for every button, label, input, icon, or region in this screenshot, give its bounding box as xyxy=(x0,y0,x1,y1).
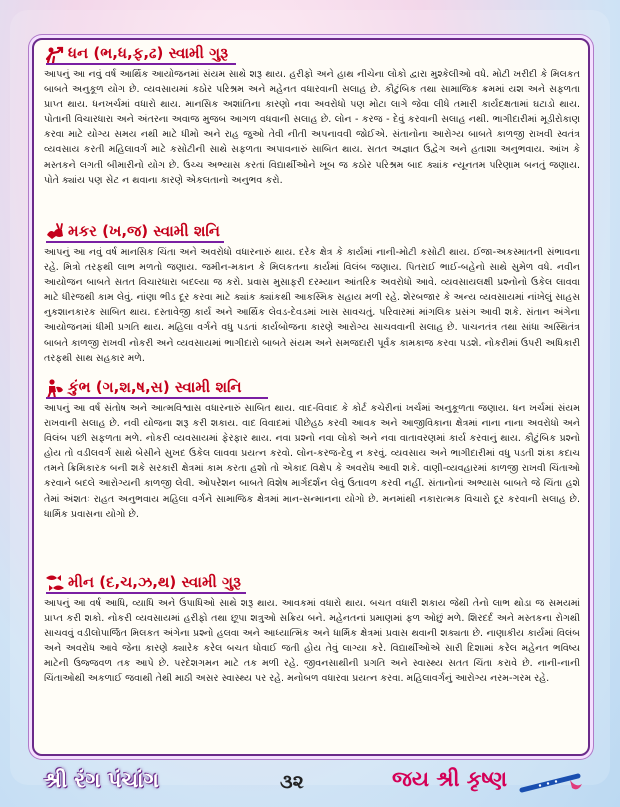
section-header xyxy=(34,377,588,399)
title-underline xyxy=(46,592,246,594)
section-title: કુંભ (ગ,શ,ષ,સ) સ્વામી શનિ xyxy=(68,378,242,396)
section-body: આપનું આ નવું વર્ષ આર્થિક આયોજનમાં સંયમ સાથે શરૂ થાય. હરીફો અને હાથ નીચેના લોકો દ્વારા મુશ્કેલીઓ વધે. મોટી ખરીદી કે મિલકત બાબતે અનુકૂળ યોગ છે. વ્યવસાયમાં કઠોર પરિશ્રમ અને મહેનત વધારવાની સલાહ છે. કૌટુંબિક તથા સામાજિક ક્રમમાં યશ અને સફળતા પ્રાપ્ત થાય. ધનખર્ચમાં વધારો થાય. માનસિક અશાંતિના કારણો નવા અવરોધો પણ મોટા લાગે જેવા લીધે તમારી કાર્યદક્ષતામાં ઘટાડો થાય. પોતાની વિચારધારા અને અંતરના અવાજ મુજબ આગળ વધવાની સલાહ છે. લોન - કરજ - દેવું કરવાની સલાહ નથી. ભાગીદારીમાં મૂડીરોકાણ કરવા માટે યોગ્ય સમય નથી માટે ધીમો અને રાહ જુઓ તેવી નીતી અપનાવવી જોઈએ. સંતાનોના આરોગ્ય બાબતે કાળજી રાખવી સ્વતંત્ર વ્યવસાય કરતી મહિલાવર્ગ માટે કસોટીની સાથે સફળતા અપાવનારું સાબિત થાય. સતત અજ્ઞાત ઉદ્વેગ અને હતાશા અનુભવાય. આંખ કે મસ્તકને લગતી બીમારીનો યોગ છે. ઉચ્ચ અભ્યાસ કરતાં વિદ્યાર્થીઓને ખૂબ જ કઠોર પરિશ્રમ બાદ ક્યાંક ન્યૂનતમ પરિણામ બનતું જણાય. પોતે ક્યાંય પણ સેટ ન થવાના કારણે એકલતાનો અનુભવ કરો. xyxy=(44,69,580,186)
horoscope-content-box xyxy=(32,38,590,756)
horoscope-section-meen xyxy=(34,572,588,687)
section-body: આપનું આ વર્ષ સંતોષ અને આત્મવિશ્વાસ વધારનારું સાબિત થાય. વાદ-વિવાદ કે કોર્ટ કચેરીનાં ખર્ચમાં અનુકૂળતા જણાય. ધન ખર્ચમાં સંયમ રાખવાની સલાહ છે. નવી યોજના શરૂ કરી શકાય. વાદ વિવાદમાં પીછેહઠ કરવી આવક અને આજીવિકાના ક્ષેત્રમાં નાના નાના અવરોધો અને વિલંબ પછી સફળતા મળે. નોકરી વ્યવસાયમાં ફેરફાર થાય. નવા પ્રશ્નો નવા લોકો અને નવા વાતાવરણમાં કાર્ય કરવાનું થાય. કૌટુંબિક પ્રશ્નો હોય તો વડીલવર્ગ સાથે બેસીને સુખદ ઉકેલ લાવવા પ્રયત્ન કરવો. લોન-કરજ-દેવુ ન કરવું. વ્યવસાય અને ભાગીદારીમાં વધુ પડતી શંકા કદાચ તમને ક્રિમિકારક બની શકે સરકારી ક્ષેત્રમાં કામ કરતા હશો તો એકાદ વિક્ષેપ કે અવરોધ આવી શકે. વાણી-વ્યવહારમાં કાળજી રાખવી ચિંતાઓ કરવાને બદલે આરોગ્યની કાળજી લેવી. ઓપરેશન બાબતે વિશેષ માર્ગદર્શન લેવું ઉતાવળ કરવી નહીં. સંતાનોનાં અભ્યાસ બાબતે જે ચિંતા હશે તેમાં અંશતઃ રાહત અનુભવાય મહિલા વર્ગને સામાજિક ક્ષેત્રમાં માન-સન્માનના યોગો છે. મનમાંથી નકારાત્મક વિચારો દૂર કરવાની સલાહ છે. ધાર્મિક પ્રવાસના યોગો છે. xyxy=(44,403,580,520)
footer-greeting: જય શ્રી કૃષ્ણ xyxy=(392,766,508,791)
section-header xyxy=(34,43,588,65)
sagittarius-icon xyxy=(44,43,66,65)
section-body: આપનું આ વર્ષ આધિ, વ્યાધિ અને ઉપાધિઓ સાથે શરૂ થાય. આવકમાં વધારો થાય. બચત વધારી શકાય જેથી તેનો લાભ થોડા જ સમયમાં પ્રાપ્ત કરી શકો. નોકરી વ્યવસાયમાં હરીફો તથા છૂપા શત્રુઓ સક્રિય બને. મહેનતનાં પ્રમાણમાં ફળ ઓછું મળે. શિરદર્દ અને મસ્તકના રોગથી સાચવવું વડીલોપાર્જિત મિલકત અંગેના પ્રશ્નો હલવા અને આધ્યાત્મિક અને ધાર્મિક ક્ષેત્રમાં પ્રવાસ થવાની શક્યતા છે. નાણાકીય કાર્યમાં વિલંબ અને અવરોધ આવે જેના કારણે ક્યારેક કરેલ બચત ધોવાઈ જતી હોય તેવું લાગ્યા કરે. વિદ્યાર્થીઓએ સારી દિશામાં કરેલ મહેનત ભવિષ્ય માટેની ઉજ્જવળ તક આપે છે. પરદેશગમન માટે તક મળી રહે. જીવનસાથીની પ્રગતિ અને સ્વાસ્થ્ય સતત ચિંતા કરાવે છે. નાની-નાની ચિંતાઓથી અકળાઈ જવાથી તેથી માઠી અસર સ્વાસ્થ્ય પર રહે. મનોબળ વધારવા પ્રયત્ન કરવા. મહિલાવર્ગનું આરોગ્ય નરમ-ગરમ રહે. xyxy=(44,598,580,685)
section-title: મીન (દ,ચ,ઝ,થ) સ્વામી ગુરૂ xyxy=(68,573,241,591)
section-title: ધન (ભ,ધ,ફ,ઢ) સ્વામી ગુરૂ xyxy=(68,44,229,62)
footer-publication-title: શ્રી રંગ પંચાંગ xyxy=(44,767,159,792)
title-underline xyxy=(46,63,236,65)
section-title: મકર (ખ,જ) સ્વામી શનિ xyxy=(68,222,220,240)
capricorn-icon xyxy=(44,221,66,243)
page-number: ૩૨ xyxy=(280,771,304,793)
horoscope-section-kumbh xyxy=(34,377,588,522)
section-header xyxy=(34,572,588,594)
horoscope-section-dhan xyxy=(34,43,588,188)
pisces-icon xyxy=(44,572,66,594)
flute-icon xyxy=(518,770,588,796)
title-underline xyxy=(46,397,268,399)
section-header xyxy=(34,221,588,243)
horoscope-section-makar xyxy=(34,221,588,366)
aquarius-icon xyxy=(44,377,66,399)
title-underline xyxy=(46,241,224,243)
section-body: આપનું આ નવું વર્ષ માનસિક ચિંતા અને અવરોધો વધારનારું થાય. દરેક ક્ષેત્ર કે કાર્યમાં નાની-મોટી કસોટી થાય. ઈજા-અકસ્માતની સંભાવના રહે. મિત્રો તરફથી લાભ મળતો જણાય. જમીન-મકાન કે મિલકતના કાર્યમાં વિલંબ જણાય. પિતરાઈ ભાઈ-બહેનો સાથે સુમેળ વધે. નવીન આયોજન બાબતે સતત વિચારધારા બદલ્યા જ કરો. પ્રવાસ મુસાફરી દરમ્યાન આંતરિક અવરોધો આવે. વ્યવસાયલક્ષી પ્રશ્નોનો ઉકેલ લાવવા માટે ધીરજથી કામ લેવું. નાંણા ભીડ દૂર કરવા માટે ક્યાંક ક્યાંકથી આકસ્મિક સહાય મળી રહે. શેરબજાર કે અન્ય વ્યવસાયમાં નાંખેલું સાહસ નુકશાનકારક સાબિત થાય. દસ્તાવેજી કાર્ય અને આર્થિક લેવડ-દેવડમાં ખાસ સાવચતું. પરિવારમાં માંગલિક પ્રસંગ આવી શકે. સંતાન અંગેના આયોજનમાં ધીમી પ્રગતિ થાય. મહિલા વર્ગને વધુ પડતાં કાર્યબોજના કારણે આરોગ્ય સાચવવાની સલાહ છે. પાચનતંત્ર તથા સાંધા અસ્થિતંત્ર બાબતે કાળજી રાખવી નોકરી અને વ્યવસાયમાં ભાગીદારો બાબતે સંયમ અને સમજદારી પૂર્વક કામકાજ કરવા પડશે. નોકરીમાં ઉપરી અધિકારી તરફથી સાથ સહકાર મળે. xyxy=(44,247,580,364)
